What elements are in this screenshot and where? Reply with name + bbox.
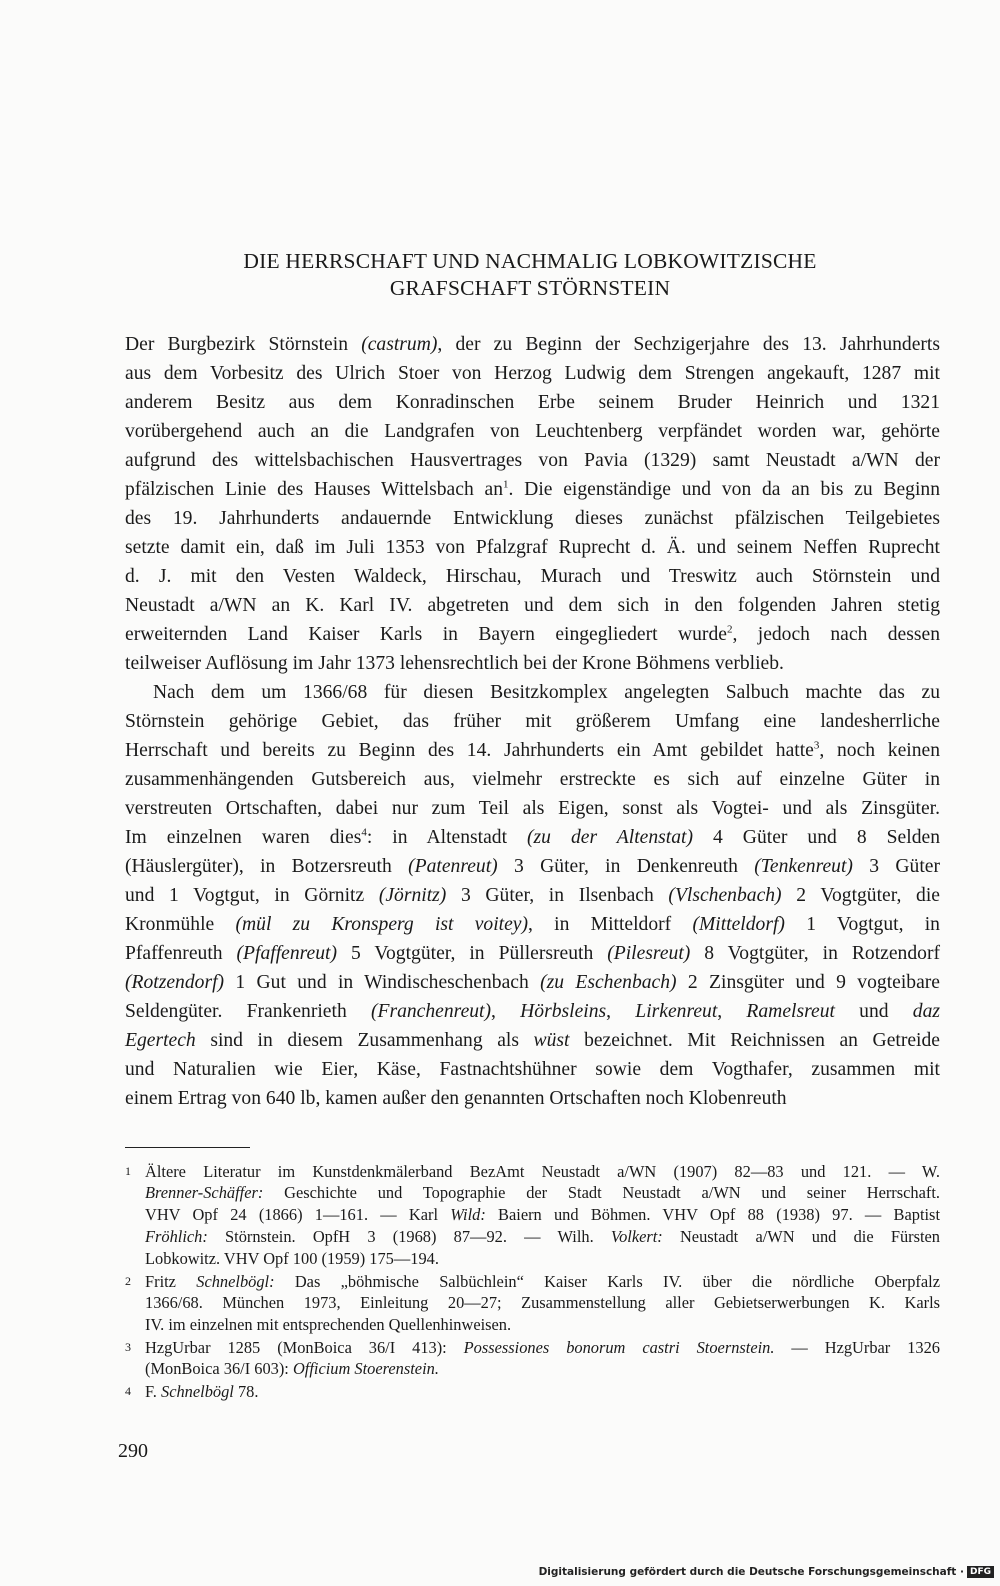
dfg-logo: DFG — [967, 1566, 994, 1578]
footnote-line: 1366/68. München 1973, Einleitung 20—27; Zusammenstellung aller Gebietserwerbungen K. Karls — [145, 1293, 940, 1312]
text-line: (Rotzendorf) 1 Gut und in Windischeschenbach (zu Eschenbach) 2 Zinsgüter und 9 vogteibare — [125, 972, 940, 993]
body-text — [125, 330, 940, 1113]
footnote — [125, 1270, 940, 1336]
footnote — [125, 1336, 940, 1380]
paragraph — [125, 330, 940, 678]
footnote-line: 4 F. Schnelbögl 78. — [125, 1382, 259, 1401]
footnote-line: Lobkowitz. VHV Opf 100 (1959) 175—194. — [145, 1249, 439, 1268]
text-line: aus dem Vorbesitz des Ulrich Stoer von Herzog Ludwig dem Strengen angekauft, 1287 mit — [125, 363, 940, 384]
footnote — [125, 1380, 940, 1402]
chapter-heading-line-1: DIE HERRSCHAFT UND NACHMALIG LOBKOWITZISCHE — [243, 249, 817, 273]
digitization-credit — [539, 1566, 994, 1578]
text-line: d. J. mit den Vesten Waldeck, Hirschau, Murach und Treswitz auch Störnstein und — [125, 566, 940, 587]
footnote-line: 3 HzgUrbar 1285 (MonBoica 36/I 413): Possessiones bonorum castri Stoernstein. — HzgUrbar 1326 — [125, 1338, 940, 1357]
text-line: einem Ertrag von 640 lb, kamen außer den genannten Ortschaften noch Klobenreuth — [125, 1088, 787, 1109]
footnote — [125, 1160, 940, 1270]
footnote-line: Fröhlich: Störnstein. OpfH 3 (1968) 87—92. — Wilh. Volkert: Neustadt a/WN und die Fürsten — [145, 1227, 940, 1246]
text-line: Nach dem um 1366/68 für diesen Besitzkomplex angelegten Salbuch machte das zu — [153, 682, 940, 703]
footnote-line: IV. im einzelnen mit entsprechenden Quellenhinweisen. — [145, 1315, 512, 1334]
text-line: Herrschaft und bereits zu Beginn des 14. Jahrhunderts ein Amt gebildet hatte$^3$, noch keinen — [125, 739, 940, 761]
text-line: und 1 Vogtgut, in Görnitz (Jörnitz) 3 Güter, in Ilsenbach (Vlschenbach) 2 Vogtgüter, die — [125, 885, 940, 906]
text-line: vorübergehend auch an die Landgrafen von Leuchtenberg verpfändet worden war, gehörte — [125, 421, 940, 442]
text-line: zusammenhängenden Gutsbereich aus, vielmehr erstreckte es sich auf einzelne Güter in — [125, 769, 940, 790]
text-line: Kronmühle (mül zu Kronsperg ist voitey), in Mitteldorf (Mitteldorf) 1 Vogtgut, in — [125, 914, 940, 935]
chapter-heading — [120, 248, 940, 302]
text-line: pfälzischen Linie des Hauses Wittelsbach $an^1$. Die eigenständige und von da an bis zu Beginn — [125, 478, 940, 500]
text-line: setzte damit ein, daß im Juli 1353 von Pfalzgraf Ruprecht d. Ä. und seinem Neffen Ruprecht — [125, 537, 940, 558]
footnote-mark: 4 — [125, 1384, 131, 1398]
footnote-mark: 1 — [125, 1164, 131, 1178]
text-line: Seldengüter. Frankenrieth (Franchenreut), Hörbsleins, Lirkenreut, Ramelsreut und daz — [125, 1001, 941, 1022]
footnote-divider — [125, 1147, 250, 1148]
text-line: verstreuten Ortschaften, dabei nur zum Teil als Eigen, sonst als Vogtei- und als Zinsgüter. — [125, 798, 940, 819]
footnote-line: 1 Ältere Literatur im Kunstdenkmälerband BezAmt Neustadt a/WN (1907) 82—83 und 121. — W. — [125, 1162, 940, 1181]
text-line: aufgrund des wittelsbachischen Hausvertrages von Pavia (1329) samt Neustadt a/WN der — [125, 450, 940, 471]
text-line: Egertech sind in diesem Zusammenhang als wüst bezeichnet. Mit Reichnissen an Getreide — [125, 1030, 940, 1051]
footnote-mark: 2 — [125, 1274, 131, 1288]
text-line: Im einzelnen waren dies$^4$: in Altenstadt (zu der Altenstat) 4 Güter und 8 Selden — [125, 826, 940, 848]
text-line: Pfaffenreuth (Pfaffenreut) 5 Vogtgüter, in Püllersreuth (Pilesreut) 8 Vogtgüter, in Rotzendorf — [125, 943, 940, 964]
footnote-line: VHV Opf 24 (1866) 1—161. — Karl Wild: Baiern und Böhmen. VHV Opf 88 (1938) 97. — Baptist — [145, 1205, 940, 1224]
text-line: Störnstein gehörige Gebiet, das früher mit größerem Umfang eine landesherrliche — [125, 711, 940, 732]
footnote-line: Brenner-Schäffer: Geschichte und Topographie der Stadt Neustadt a/WN und seiner Herrschaft. — [145, 1183, 940, 1202]
text-line: Der Burgbezirk Störnstein (castrum), der zu Beginn der Sechzigerjahre des 13. Jahrhunderts — [125, 334, 941, 355]
chapter-heading-line-2: GRAFSCHAFT STÖRNSTEIN — [389, 276, 671, 300]
text-line: erweiternden Land Kaiser Karls in Bayern eingegliedert wurde$^2$, jedoch nach dessen — [125, 623, 940, 645]
page-number: 290 — [118, 1440, 148, 1462]
footnote-line: (MonBoica 36/I 603): Officium Stoerenstein. — [145, 1359, 439, 1378]
text-line: und Naturalien wie Eier, Käse, Fastnachtshühner sowie dem Vogthafer, zusammen mit — [125, 1059, 940, 1080]
footnotes — [125, 1160, 940, 1402]
footnote-mark: 3 — [125, 1340, 131, 1354]
text-line: Neustadt a/WN an K. Karl IV. abgetreten und dem sich in den folgenden Jahren stetig — [125, 595, 940, 616]
credit-text: Digitalisierung gefördert durch die Deutsche Forschungsgemeinschaft · — [538, 1566, 964, 1578]
text-line: anderem Besitz aus dem Konradinschen Erbe seinem Bruder Heinrich und 1321 — [125, 392, 940, 413]
paragraph — [125, 678, 940, 1113]
footnote-line: 2 Fritz Schnelbögl: Das „böhmische Salbüchlein“ Kaiser Karls IV. über die nördliche Oberpfalz — [125, 1272, 940, 1291]
text-line: des 19. Jahrhunderts andauernde Entwicklung dieses zunächst pfälzischen Teilgebietes — [125, 508, 940, 529]
text-line: teilweiser Auflösung im Jahr 1373 lehensrechtlich bei der Krone Böhmens verblieb. — [125, 653, 784, 674]
text-line: (Häuslergüter), in Botzersreuth (Patenreut) 3 Güter, in Denkenreuth (Tenkenreut) 3 Güter — [125, 856, 940, 877]
